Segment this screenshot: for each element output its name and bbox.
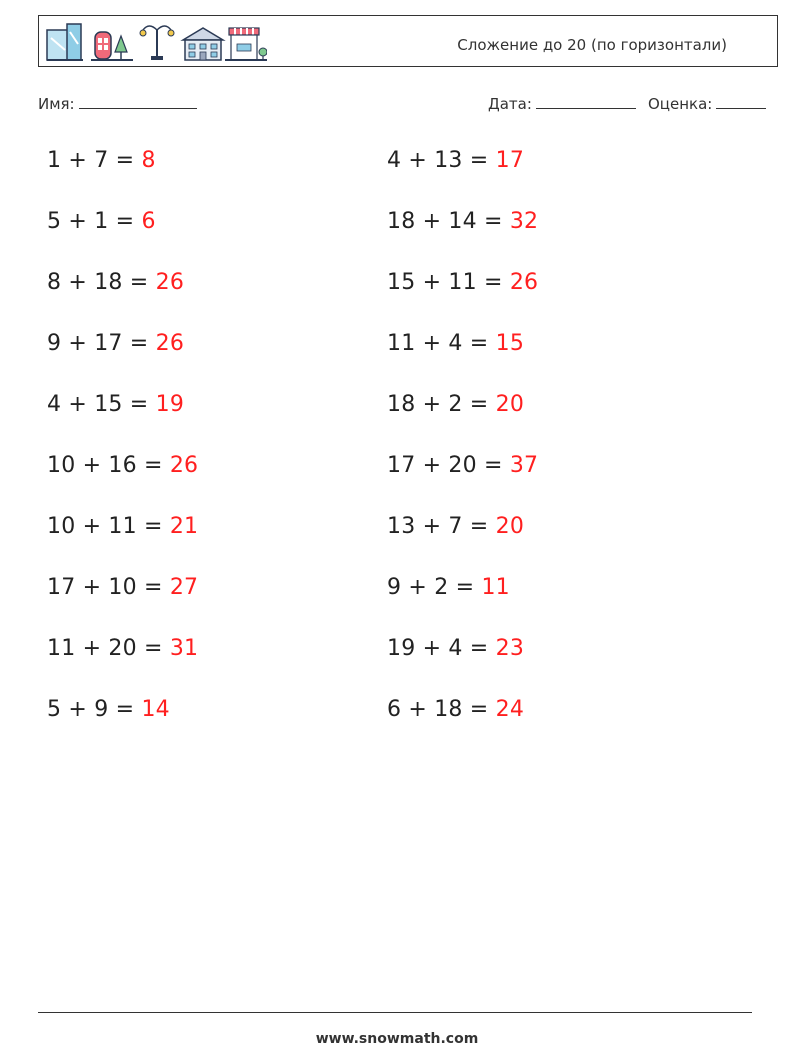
problem-answer: 8 xyxy=(141,148,156,173)
problem-expression: 13 + 7 = xyxy=(387,514,496,539)
problem-answer: 24 xyxy=(495,697,525,722)
problem-expression: 6 + 18 = xyxy=(387,697,496,722)
problem-answer: 27 xyxy=(169,575,199,600)
problem-answer: 21 xyxy=(169,514,199,539)
problem-row xyxy=(47,209,156,234)
problem-answer: 26 xyxy=(155,331,185,356)
problem-row xyxy=(387,697,524,722)
problem-answer: 15 xyxy=(495,331,525,356)
problem-row xyxy=(387,331,524,356)
problem-row xyxy=(47,270,184,295)
problem-answer: 23 xyxy=(495,636,525,661)
problem-row xyxy=(387,270,538,295)
problem-answer: 26 xyxy=(169,453,199,478)
problem-expression: 10 + 11 = xyxy=(47,514,170,539)
problem-answer: 14 xyxy=(141,697,170,722)
problem-row xyxy=(47,392,184,417)
problem-expression: 9 + 2 = xyxy=(387,575,482,600)
date-blank xyxy=(536,94,636,109)
problem-answer: 20 xyxy=(495,514,525,539)
problem-expression: 5 + 9 = xyxy=(47,697,142,722)
problem-row xyxy=(47,453,198,478)
problem-expression: 10 + 16 = xyxy=(47,453,170,478)
problem-expression: 11 + 4 = xyxy=(387,331,496,356)
problem-expression: 11 + 20 = xyxy=(47,636,170,661)
name-field xyxy=(38,94,197,113)
grade-label: Оценка: xyxy=(648,95,713,113)
date-field xyxy=(488,94,636,113)
street-lamp-icon xyxy=(140,26,174,60)
problem-expression: 8 + 18 = xyxy=(47,270,156,295)
problem-row xyxy=(387,636,524,661)
problem-answer: 17 xyxy=(495,148,525,173)
name-label: Имя: xyxy=(38,95,75,113)
problem-answer: 6 xyxy=(141,209,156,234)
problem-answer: 37 xyxy=(509,453,539,478)
problem-answer: 26 xyxy=(509,270,539,295)
house-icon xyxy=(183,28,223,60)
problem-expression: 5 + 1 = xyxy=(47,209,142,234)
phone-booth-icon xyxy=(95,32,111,59)
date-label: Дата: xyxy=(488,95,532,113)
problem-row xyxy=(387,575,510,600)
problem-answer: 26 xyxy=(155,270,185,295)
problem-answer: 20 xyxy=(495,392,525,417)
grade-blank xyxy=(716,94,766,109)
problem-expression: 4 + 15 = xyxy=(47,392,156,417)
grade-field xyxy=(648,94,766,113)
problem-expression: 9 + 17 = xyxy=(47,331,156,356)
problem-row xyxy=(387,392,524,417)
problem-expression: 19 + 4 = xyxy=(387,636,496,661)
problem-row xyxy=(47,575,198,600)
problem-expression: 18 + 14 = xyxy=(387,209,510,234)
problem-row xyxy=(387,453,538,478)
problem-expression: 17 + 10 = xyxy=(47,575,170,600)
problem-answer: 11 xyxy=(481,575,510,600)
problem-expression: 1 + 7 = xyxy=(47,148,142,173)
problem-expression: 15 + 11 = xyxy=(387,270,510,295)
problem-row xyxy=(47,636,198,661)
problem-expression: 18 + 2 = xyxy=(387,392,496,417)
problem-answer: 31 xyxy=(169,636,199,661)
worksheet-title: Сложение до 20 (по горизонтали) xyxy=(457,36,727,54)
problem-row xyxy=(387,514,524,539)
problem-row xyxy=(47,697,170,722)
problem-answer: 19 xyxy=(155,392,185,417)
problem-row xyxy=(47,514,198,539)
problem-row xyxy=(47,331,184,356)
worksheet-header xyxy=(38,15,778,67)
shop-awning-icon xyxy=(225,28,267,60)
footer-divider xyxy=(38,1012,752,1013)
header-icons xyxy=(45,20,267,62)
problem-answer: 32 xyxy=(509,209,539,234)
problem-row xyxy=(47,148,156,173)
problem-row xyxy=(387,148,524,173)
problem-row xyxy=(387,209,538,234)
problem-expression: 4 + 13 = xyxy=(387,148,496,173)
footer-url: www.snowmath.com xyxy=(315,1031,479,1047)
problem-expression: 17 + 20 = xyxy=(387,453,510,478)
glass-building-icon xyxy=(47,24,83,60)
name-blank xyxy=(79,94,197,109)
